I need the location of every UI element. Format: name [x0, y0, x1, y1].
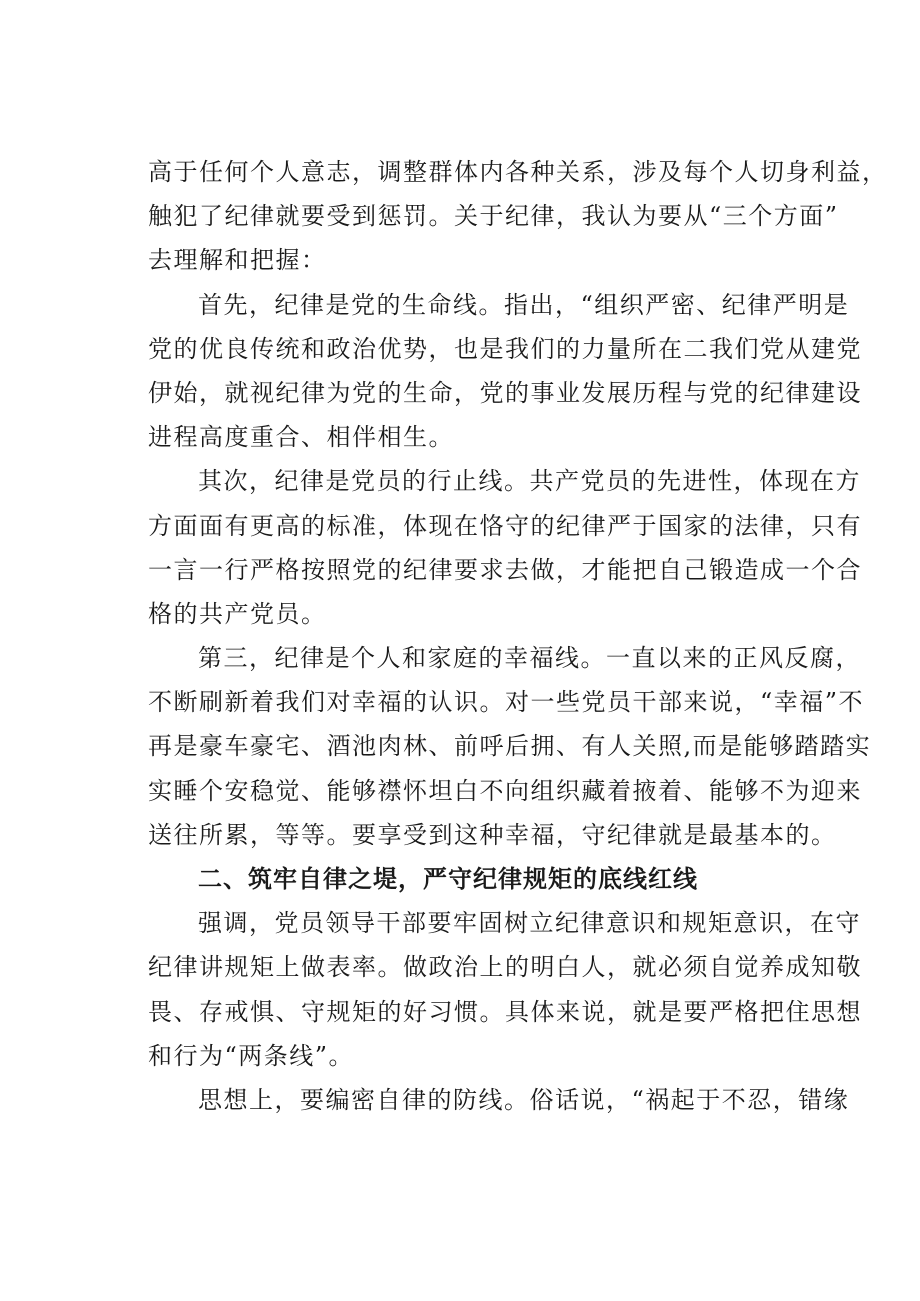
text-line: 首先，纪律是党的生命线。指出，“组织严密、纪律严明是: [198, 290, 850, 319]
text-line: 和行为“两条线”。: [148, 1041, 355, 1070]
paragraph: [148, 636, 872, 857]
paragraph: [148, 459, 862, 636]
text-line: 进程高度重合、相伴相生。: [148, 423, 454, 452]
text-line: 再是豪车豪宅、酒池肉林、前呼后拥、有人关照,而是能够踏踏实: [148, 732, 872, 761]
text-line: 高于任何个人意志，调整群体内各种关系，涉及每个人切身利益，: [148, 158, 888, 186]
text-line: 思想上，要编密自律的防线。俗话说，“祸起于不忍，错缘: [198, 1085, 850, 1114]
text-line: 纪律讲规矩上做表率。做政治上的明白人，就必须自觉养成知敬: [148, 953, 862, 982]
text-line: 伊始，就视纪律为党的生命，党的事业发展历程与党的纪律建设: [148, 378, 862, 407]
text-line: 触犯了纪律就要受到惩罚。关于纪律，我认为要从“三个方面”: [148, 202, 839, 231]
text-line: 送往所累，等等。要享受到这种幸福，守纪律就是最基本的。: [148, 820, 837, 849]
text-line: 二、筑牢自律之堤，严守纪律规矩的底线红线: [198, 865, 698, 893]
document-body: [148, 150, 888, 1122]
text-line: 第三，纪律是个人和家庭的幸福线。一直以来的正风反腐，: [198, 644, 861, 673]
section-heading: [148, 857, 804, 901]
text-line: 去理解和把握：: [148, 246, 327, 275]
text-line: 强调，党员领导干部要牢固树立纪律意识和规矩意识，在守: [198, 909, 861, 938]
text-line: 党的优良传统和政治优势，也是我们的力量所在二我们党从建党: [148, 334, 862, 363]
paragraph: [148, 901, 862, 1078]
text-line: 格的共产党员。: [148, 599, 327, 628]
text-line: 畏、存戒惧、守规矩的好习惯。具体来说，就是要严格把住思想: [148, 997, 862, 1026]
paragraph: [148, 1078, 850, 1122]
paragraph: [148, 283, 862, 460]
text-line: 方面面有更高的标准，体现在恪守的纪律严于国家的法律，只有: [148, 511, 862, 540]
text-line: 一言一行严格按照党的纪律要求去做，才能把自己锻造成一个合: [148, 555, 862, 584]
text-line: 实睡个安稳觉、能够襟怀坦白不向组织藏着掖着、能够不为迎来: [148, 776, 862, 805]
paragraph: [148, 150, 888, 283]
text-line: 不断刷新着我们对幸福的认识。对一些党员干部来说，“幸福”不: [148, 688, 865, 717]
text-line: 其次，纪律是党员的行止线。共产党员的先进性，体现在方: [198, 467, 861, 496]
